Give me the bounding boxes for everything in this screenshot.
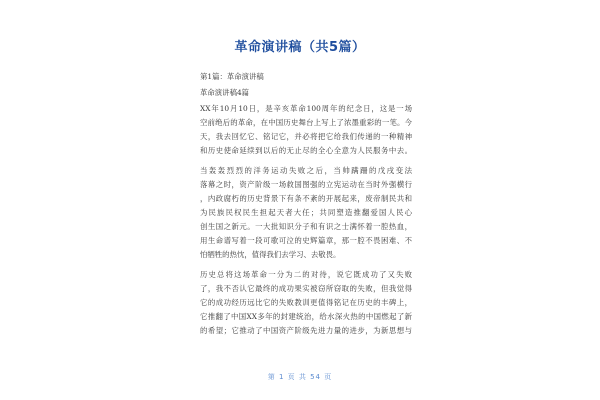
paragraph-line: 了，我不否认它最终的成功果实被窃所窃取的失败，但我觉得	[200, 284, 412, 293]
paragraph-line: 它推翻了中国XX多年的封建统治，给水深火热的中国燃起了新	[200, 312, 412, 321]
document-body	[200, 70, 412, 338]
paragraph-line: 怕牺牲的热忱，值得我们去学习、去敬畏。	[200, 250, 341, 259]
paragraph-2	[200, 164, 412, 262]
paragraph-line: ，内政腐朽的历史背景下有条不紊的开展起来，废帝制民共和	[200, 194, 412, 203]
paragraph-line: 历史总将这场革命一分为二的对待，说它既成功了又失败	[200, 270, 412, 279]
paragraph-line: 和历史使命延续到以后的无止尽的全心全意为人民服务中去。	[200, 146, 412, 155]
section-heading: 第1篇：革命演讲稿	[200, 72, 264, 81]
paragraph-line: 用生命谱写着一段可歌可泣的史辉篇章，那一腔不畏困难、不	[200, 236, 412, 245]
paragraph-1	[200, 102, 412, 158]
paragraph-line: 为民族民权民生担起天者大任；共同塑造推翻爱国人民心	[200, 208, 412, 217]
paragraph-line: 当轰轰烈烈的洋务运动失败之后，当帅蹒跚的戊戌变法	[200, 166, 412, 175]
paragraph-line: 创生国之新元。一大批知识分子和有识之士满怀着一腔热血，	[200, 222, 412, 231]
paragraph-3	[200, 268, 412, 338]
page-number-footer: 第 1 页 共 54 页	[267, 373, 333, 381]
paragraph-line: 空前绝后的革命，在中国历史舞台上写上了浓墨重彩的一笔。今	[200, 118, 412, 127]
document-title: 革命演讲稿（共5篇）	[234, 40, 366, 55]
paragraph-line: XX年10月10日，是辛亥革命100周年的纪念日，这是一场	[200, 104, 412, 113]
paragraph-line: 它的成功经历远比它的失败教训更值得铭记在历史的丰碑上，	[200, 298, 412, 307]
paragraph-line: 的希望；它推动了中国资产阶级先进力量的进步，为新思想与	[200, 326, 412, 335]
paragraph-line: 落幕之时，资产阶级一场救国图强的立宪运动在当时外强横行	[200, 180, 412, 189]
paragraph-line: 天，我去回忆它、铭记它，并必将把它给我们传递的一种精神	[200, 132, 412, 141]
section-subheading: 革命演讲稿4篇	[200, 88, 250, 97]
